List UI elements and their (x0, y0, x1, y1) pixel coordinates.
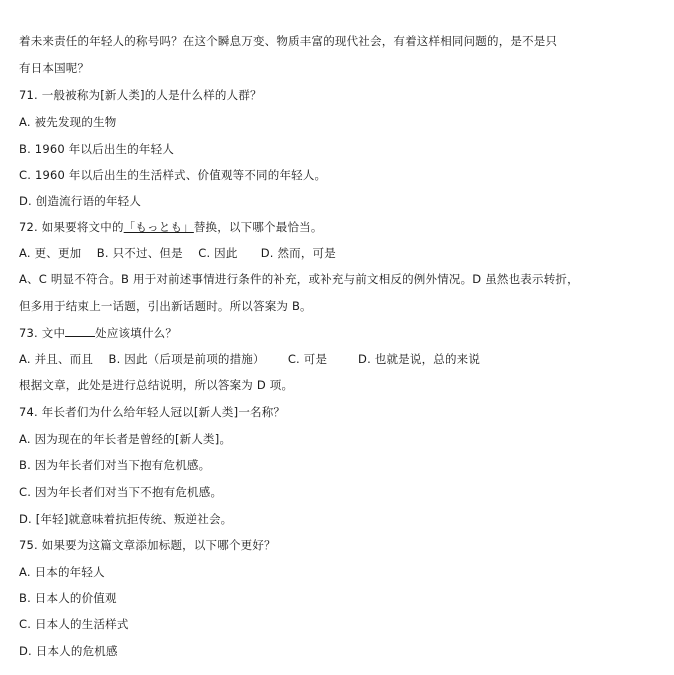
intro-text-1: 着未来责任的年轻人的称号吗？在这个瞬息万变、物质丰富的现代社会，有着这样相同问题的，是不是只 (19, 34, 558, 48)
q74-option-c (19, 485, 222, 499)
q72-explanation-text-1: A、C 明显不符合。B 用于对前述事情进行条件的补充，或补充与前文相反的例外情况。D 虽然也表示转折， (19, 272, 579, 286)
q71-option-c (19, 168, 326, 182)
q71-option-d-text: D. 创造流行语的年轻人 (19, 194, 142, 208)
q71-option-c-text: C. 1960 年以后出生的生活样式、价值观等不同的年轻人。 (19, 168, 327, 182)
q72-explanation-text-2: 但多用于结束上一话题，引出新话题时。所以答案为 B。 (19, 299, 312, 313)
q73-explanation (19, 378, 293, 392)
q71-question-text: 71. 一般被称为[新人类]的人是什么样的人群？ (19, 88, 262, 102)
q71-option-b (19, 142, 174, 156)
q71-option-a (19, 115, 116, 129)
q72-question-prefix: 72. 如果要将文中的 (19, 220, 124, 234)
q71-option-d (19, 194, 141, 208)
q72-options (19, 246, 336, 260)
q74-option-d (19, 512, 232, 526)
q75-question (19, 538, 276, 552)
q72-options-text: A. 更、更加 B. 只不过、但是 C. 因此 D. 然而，可是 (19, 246, 336, 260)
q72-question-suffix: 替换，以下哪个最恰当。 (193, 220, 323, 234)
q75-option-a-text: A. 日本的年轻人 (19, 565, 105, 579)
q75-option-d-text: D. 日本人的危机感 (19, 644, 118, 658)
q75-question-text: 75. 如果要为这篇文章添加标题，以下哪个更好？ (19, 538, 276, 552)
q74-question-text: 74. 年长者们为什么给年轻人冠以[新人类]一名称？ (19, 405, 286, 419)
q73-question (19, 325, 177, 340)
q72-explanation-1 (19, 272, 579, 286)
q71-question (19, 88, 262, 102)
intro-text-2: 有日本国呢？ (19, 61, 90, 75)
q75-option-c-text: C. 日本人的生活样式 (19, 617, 129, 631)
q75-option-d (19, 644, 118, 658)
q74-option-c-text: C. 因为年长者们对当下不抱有危机感。 (19, 485, 223, 499)
q72-underlined-term: 「もっとも」 (123, 220, 194, 234)
q71-option-b-text: B. 1960 年以后出生的年轻人 (19, 142, 175, 156)
q74-option-d-text: D. [年轻]就意味着抗拒传统、叛逆社会。 (19, 512, 233, 526)
q75-option-c (19, 617, 129, 631)
q72-explanation-2 (19, 299, 312, 313)
intro-line-2 (19, 61, 89, 75)
q75-option-b (19, 591, 117, 605)
q73-options-text: A. 并且、而且 B. 因此（后项是前项的措施） C. 可是 D. 也就是说，总的来说 (19, 352, 481, 366)
q74-option-b (19, 458, 210, 472)
q71-option-a-text: A. 被先发现的生物 (19, 115, 117, 129)
q74-option-a (19, 432, 231, 446)
q75-option-b-text: B. 日本人的价值观 (19, 591, 117, 605)
q74-question (19, 405, 285, 419)
q73-question-suffix: 处应该填什么？ (95, 326, 178, 340)
q74-option-a-text: A. 因为现在的年长者是曾经的[新人类]。 (19, 432, 232, 446)
q73-question-prefix: 73. 文中 (19, 326, 66, 340)
q74-option-b-text: B. 因为年长者们对当下抱有危机感。 (19, 458, 211, 472)
intro-line-1 (19, 34, 557, 48)
q72-question (19, 220, 323, 234)
q75-option-a (19, 565, 105, 579)
q73-explanation-text: 根据文章，此处是进行总结说明，所以答案为 D 项。 (19, 378, 294, 392)
q73-options (19, 352, 480, 366)
q73-blank (65, 325, 95, 337)
